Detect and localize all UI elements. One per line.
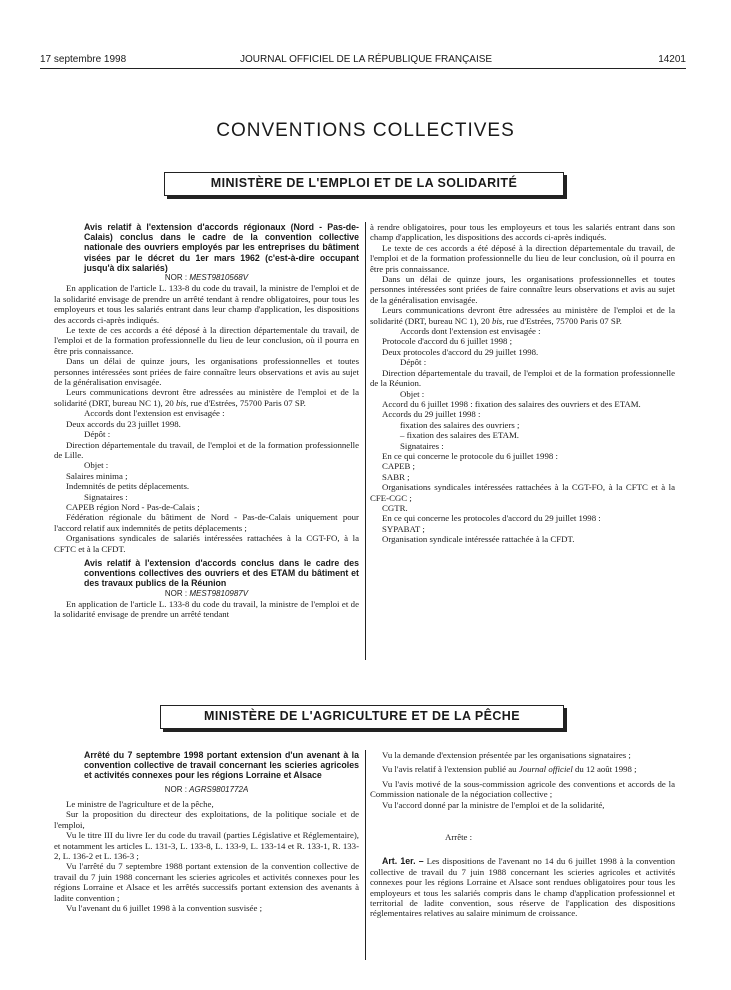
right-column-bottom bbox=[370, 750, 675, 919]
avis2-line: SABR ; bbox=[382, 471, 410, 482]
avis2-line: Accords du 29 juillet 1998 : bbox=[382, 409, 481, 420]
ministry-heading-emploi: MINISTÈRE DE L'EMPLOI ET DE LA SOLIDARITÉ bbox=[164, 172, 564, 196]
section-title: CONVENTIONS COLLECTIVES bbox=[216, 120, 515, 141]
avis2-line: Protocole d'accord du 6 juillet 1998 ; bbox=[382, 336, 513, 347]
header-page-number: 14201 bbox=[658, 54, 686, 65]
avis1-nor: NOR : MEST9810568V bbox=[164, 273, 249, 283]
avis2-paragraph: Leurs communications devront être adressées au ministère de l'emploi et de la solidarité (DRT, bureau NC 1), 20 bis, rue d'Estrées, 75700 Paris 07 SP. bbox=[370, 305, 675, 326]
avis1-paragraph: Dans un délai de quinze jours, les organisations professionnelles et toutes personnes intéressées sont priées de faire connaître leurs observations et avis au sujet de la généralisation envisagée. bbox=[54, 356, 359, 388]
avis1-paragraph: Leurs communications devront être adressées au ministère de l'emploi et de la solidarité (DRT, bureau NC 1), 20 bis, rue d'Estrées, 75700 Paris 07 SP. bbox=[54, 387, 359, 408]
header-journal: JOURNAL OFFICIEL DE LA RÉPUBLIQUE FRANÇAISE bbox=[240, 54, 493, 65]
arrete-paragraph: Vu l'accord donné par la ministre de l'emploi et de la solidarité, bbox=[382, 799, 605, 810]
avis1-title: Avis relatif à l'extension d'accords régionaux (Nord - Pas-de-Calais) conclus dans le cadre de la convention collective nationale des ouvriers employés par les entreprises du bâtiment visées par le décret du 1er mars 1962 (c'est-à-dire occupant jusqu'à dix salariés) bbox=[84, 222, 359, 273]
avis2-line: En ce qui concerne le protocole du 6 juillet 1998 : bbox=[382, 450, 558, 461]
arrete-paragraph: Le ministre de l'agriculture et de la pêche, bbox=[66, 799, 214, 810]
avis2-paragraph: Dans un délai de quinze jours, les organisations professionnelles et toutes personnes intéressées sont priées de faire connaître leurs observations et avis au sujet de la généralisation envisagée. bbox=[370, 274, 675, 305]
page-header bbox=[40, 54, 686, 68]
avis1-line: Signataires : bbox=[84, 491, 128, 502]
avis1-paragraph: En application de l'article L. 133-8 du code du travail, la ministre de l'emploi et de la solidarité envisage de prendre un arrêté tendant à rendre obligatoires, pour tous les employeurs et tous les salariés entrant dans leur champ d'application, les dispositions des accords ci-après indiqués. bbox=[54, 283, 359, 325]
arrete-paragraph: Vu l'avis motivé de la sous-commission agricole des conventions et accords de la Commission nationale de la négociation collective ; bbox=[370, 778, 675, 800]
left-column-bottom bbox=[54, 750, 359, 913]
avis1-line: Indemnités de petits déplacements. bbox=[66, 481, 190, 492]
arrete-paragraph: Vu l'avenant du 6 juillet 1998 à la convention susvisée ; bbox=[66, 903, 263, 914]
avis2-line: Direction départementale du travail, de l'emploi et de la formation professionnelle de la Réunion. bbox=[370, 367, 675, 389]
column-divider bbox=[365, 750, 366, 960]
avis2-paragraph: Le texte de ces accords a été déposé à la direction départementale du travail, de l'emploi et de la formation professionnelle du lieu de leur conclusion, où il pourra en être pris connaissance. bbox=[370, 242, 675, 274]
avis1-line: Accords dont l'extension est envisagée : bbox=[84, 408, 225, 419]
avis2-line: Accords dont l'extension est envisagée : bbox=[400, 326, 541, 337]
avis1-line: Fédération régionale du bâtiment de Nord - Pas-de-Calais uniquement pour l'accord relatif aux indemnités de petits déplacements ; bbox=[54, 512, 359, 533]
avis2-line: Deux protocoles d'accord du 29 juillet 1998. bbox=[382, 346, 539, 357]
arrete-nor: NOR : AGRS9801772A bbox=[164, 784, 249, 794]
column-divider bbox=[365, 222, 366, 660]
avis2-line: Organisation syndicale intéressée rattachée à la CFDT. bbox=[382, 534, 575, 545]
avis2-line: Accord du 6 juillet 1998 : fixation des salaires des ouvriers et des ETAM. bbox=[382, 398, 641, 409]
avis1-line: CAPEB région Nord - Pas-de-Calais ; bbox=[66, 501, 200, 512]
arrete-paragraph: Vu la demande d'extension présentée par les organisations signataires ; bbox=[382, 750, 631, 760]
avis2-line: – fixation des salaires des ETAM. bbox=[400, 430, 520, 441]
header-date: 17 septembre 1998 bbox=[40, 54, 127, 65]
avis1-line: Deux accords du 23 juillet 1998. bbox=[66, 418, 181, 429]
avis2-line: CAPEB ; bbox=[382, 461, 415, 472]
avis2-title: Avis relatif à l'extension d'accords conclus dans le cadre des conventions collectives des ouvriers et des ETAM du bâtiment et des travaux publics de la Réunion bbox=[84, 557, 359, 589]
right-column-top bbox=[370, 222, 675, 545]
avis2-line: CGTR. bbox=[382, 502, 408, 513]
ministry-heading-agriculture: MINISTÈRE DE L'AGRICULTURE ET DE LA PÊCHE bbox=[160, 705, 564, 729]
avis1-paragraph: Le texte de ces accords a été déposé à la direction départementale du travail, de l'emploi et de la formation professionnelle du lieu de leur conclusion, où il pourra en être pris connaissance. bbox=[54, 325, 359, 356]
avis1-line: Salaires minima ; bbox=[66, 470, 128, 481]
arrete-heading: Arrête : bbox=[445, 832, 473, 843]
avis1-line: Objet : bbox=[84, 460, 109, 471]
avis2-line: fixation des salaires des ouvriers ; bbox=[400, 419, 520, 430]
avis2-line: SYPABAT ; bbox=[382, 523, 425, 534]
avis2-line: Dépôt : bbox=[400, 357, 427, 368]
arrete-article: Art. 1er. – Les dispositions de l'avenant no 14 du 6 juillet 1998 à la convention collective de travail du 7 juin 1988 concernant les scieries agricoles et activités connexes pour les régions Lorraine et Alsace sont rendues obligatoires pour tous les employeurs et tous les salariés compris dans le champ d'application professionnel et territorial de ladite convention, sous réserve de l'application des dispositions réglementaires relatives au salaire minimum de croissance. bbox=[370, 856, 675, 919]
avis1-line: Organisations syndicales de salariés intéressées rattachées à la CGT-FO, à la CFTC et à la CFDT. bbox=[54, 533, 359, 554]
arrete-title: Arrêté du 7 septembre 1998 portant extension d'un avenant à la convention collective de travail concernant les scieries agricoles et activités connexes pour les régions Lorraine et Alsace bbox=[84, 750, 359, 781]
arrete-paragraph: Vu l'arrêté du 7 septembre 1988 portant extension de la convention collective de travail du 7 juin 1988 concernant les scieries agricoles et activités connexes pour les régions Lorraine et Alsace et les arrêtés successifs portant extension des avenants à ladite convention ; bbox=[54, 861, 359, 903]
arrete-paragraph: Sur la proposition du directeur des exploitations, de la politique sociale et de l'emploi, bbox=[54, 809, 359, 830]
avis1-line: Direction départementale du travail, de l'emploi et de la formation professionnelle de Lille. bbox=[54, 439, 359, 460]
avis2-line: Objet : bbox=[400, 388, 425, 399]
avis2-line: En ce qui concerne les protocoles d'accord du 29 juillet 1998 : bbox=[382, 513, 601, 524]
avis2-line: Organisations syndicales intéressées rattachées à la CGT-FO, à la CFTC et à la CFE-CGC ; bbox=[370, 482, 675, 503]
avis2-paragraph: à rendre obligatoires, pour tous les employeurs et tous les salariés entrant dans son champ d'application, les dispositions des accords ci-après indiqués. bbox=[370, 222, 675, 243]
avis1-line: Dépôt : bbox=[84, 429, 111, 440]
arrete-paragraph: Vu le titre III du livre Ier du code du travail (parties Législative et Réglementaire), et notamment les articles L. 131-3, L. 133-8, L. 133-9, L. 133-14 et R. 133-1, R. 133-2, L. 136-2 et L. 136-3 ; bbox=[54, 830, 359, 862]
arrete-paragraph: Vu l'avis relatif à l'extension publié au Journal officiel du 12 août 1998 ; bbox=[382, 764, 637, 775]
avis2-nor: NOR : MEST9810987V bbox=[164, 588, 249, 598]
avis2-paragraph: En application de l'article L. 133-8 du code du travail, la ministre de l'emploi et de la solidarité envisage de prendre un arrêté tendant bbox=[54, 599, 359, 620]
left-column-top bbox=[54, 222, 359, 620]
header-rule bbox=[40, 68, 686, 69]
avis2-line: Signataires : bbox=[400, 440, 444, 451]
